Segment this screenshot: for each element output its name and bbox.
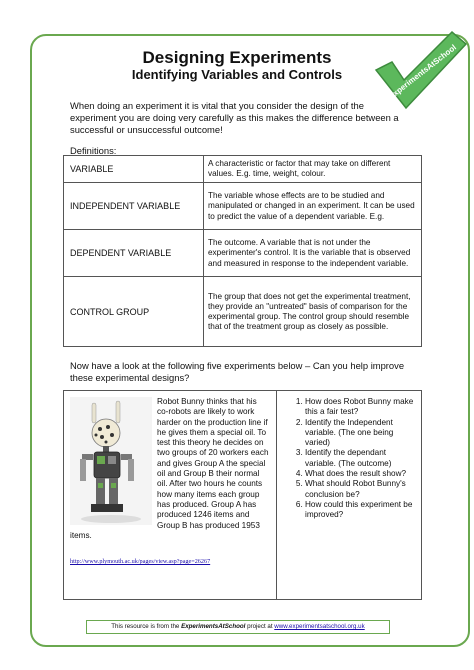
experiment-table <box>63 390 422 600</box>
definitions-label: Definitions: <box>70 145 117 156</box>
question-item: 2. Identify the Independent variable. (The one being varied) <box>305 418 415 449</box>
intro-paragraph: When doing an experiment it is vital that you consider the design of the experiment you are doing very carefully as this makes the difference between a successful or unsuccessful outcome! <box>70 100 399 135</box>
definition-text: The outcome. A variable that is not under the experimenter's control. It is the variable that is observed and measured in response to the independent variable. <box>204 230 422 277</box>
logo-text: ExperimentsAtSchool <box>386 42 458 102</box>
experiment-scenario-cell <box>64 391 277 600</box>
definition-row <box>64 230 422 277</box>
definitions-table <box>63 155 422 347</box>
footer-link[interactable]: www.experimentsatschool.org.uk <box>274 623 365 630</box>
experiment-questions-cell <box>277 391 422 600</box>
question-list <box>281 397 415 521</box>
question-item: 3. Identify the dependant variable. (The outcome) <box>305 448 415 469</box>
definition-text: A characteristic or factor that may take on different values. E.g. time, weight, colour. <box>204 156 422 183</box>
footer-prefix: This resource is from the <box>111 623 182 630</box>
definition-term: VARIABLE <box>64 156 204 183</box>
footer-brand: ExperimentsAtSchool <box>181 623 246 630</box>
definition-row <box>64 156 422 183</box>
footer-middle: project at <box>245 623 275 630</box>
footer-credit <box>86 620 390 634</box>
experiment-scenario-text: Robot Bunny thinks that his co-robots are likely to work harder on the production line if he gives them a special oil. To test this theory he decides on two groups of 20 workers each and gives Group A the special oil and Group B their normal oil. After two hours he counts how many items each group has produced. Group A has produced 1246 items and Group B has produced 1953 items. <box>70 397 269 540</box>
question-item: 6. How could this experiment be improved? <box>305 500 415 521</box>
page-subtitle: Identifying Variables and Controls <box>131 67 343 82</box>
page-title: Designing Experiments <box>142 48 332 67</box>
experiments-prompt: Now have a look at the following five experiments below – Can you help improve these experimental designs? <box>70 360 405 383</box>
definition-term: INDEPENDENT VARIABLE <box>64 183 204 230</box>
robot-bunny-image <box>70 397 152 525</box>
definition-term: DEPENDENT VARIABLE <box>64 230 204 277</box>
definition-text: The variable whose effects are to be studied and manipulated or changed in an experiment. It can be used to predict the value of a dependent variable. E.g. <box>204 183 422 230</box>
definition-term: CONTROL GROUP <box>64 277 204 347</box>
definition-text: The group that does not get the experimental treatment, they provide an "untreated" basis of comparison for the experimental group. The control group should resemble that of the treatment group as closely as possible. <box>204 277 422 347</box>
question-item: 5. What should Robot Bunny's conclusion be? <box>305 479 415 500</box>
definition-row <box>64 183 422 230</box>
definition-row <box>64 277 422 347</box>
question-item: 4. What does the result show? <box>305 469 415 479</box>
question-item: 1. How does Robot Bunny make this a fair test? <box>305 397 415 418</box>
source-link[interactable]: http://www.plymouth.ac.uk/pages/view.asp?page=26267 <box>70 558 211 566</box>
